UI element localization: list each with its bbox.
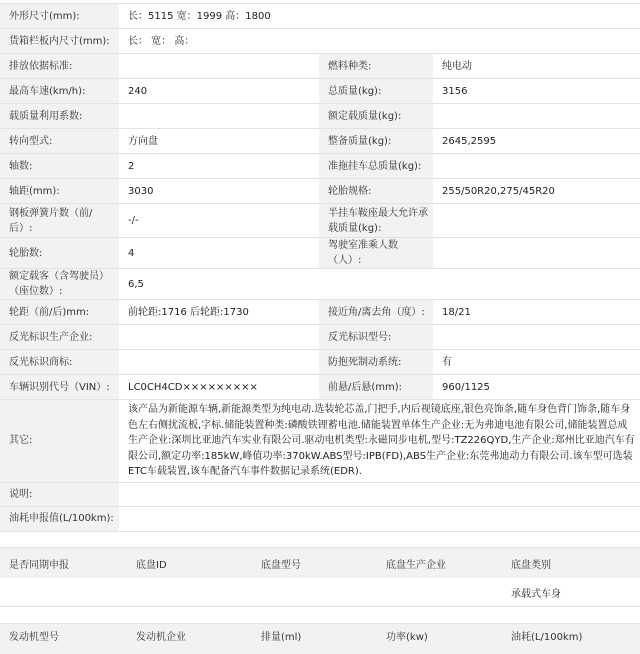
- field-value: 3030: [119, 179, 319, 204]
- field-label: 油耗申报值(L/100km):: [0, 506, 119, 531]
- field-value: [433, 104, 640, 129]
- table-cell: [252, 578, 377, 607]
- field-value: [119, 350, 319, 375]
- field-value: 长：5115 宽：1999 高：1800: [119, 4, 640, 29]
- field-label: 燃料种类:: [319, 54, 433, 79]
- engine-header-model: 发动机型号: [0, 624, 127, 654]
- table-cell: [377, 578, 502, 607]
- table-cell: 承载式车身: [502, 578, 640, 607]
- field-value: [119, 325, 319, 350]
- spec-row: [0, 29, 640, 54]
- field-label: 接近角/离去角（度）:: [319, 300, 433, 325]
- chassis-header-same-period: 是否同期申报: [0, 548, 127, 579]
- spec-row: [0, 54, 640, 79]
- field-value: 纯电动: [433, 54, 640, 79]
- table-row: [0, 578, 640, 607]
- field-value: 4: [119, 238, 319, 269]
- field-label: 总质量(kg):: [319, 79, 433, 104]
- spec-row: [0, 4, 640, 29]
- spec-row: [0, 506, 640, 531]
- field-label: 载质量利用系数:: [0, 104, 119, 129]
- field-label: 最高车速(km/h):: [0, 79, 119, 104]
- field-value: [119, 482, 640, 506]
- field-value: 2: [119, 154, 319, 179]
- spec-row: [0, 204, 640, 238]
- field-label: 额定载客（含驾驶员）（座位数）:: [0, 269, 119, 300]
- field-value: [433, 238, 640, 269]
- spec-row: [0, 179, 640, 204]
- field-label: 反光标识商标:: [0, 350, 119, 375]
- field-label: 其它:: [0, 400, 119, 483]
- field-value: [433, 204, 640, 238]
- field-label: 轮胎数:: [0, 238, 119, 269]
- spec-row: [0, 269, 640, 300]
- field-label: 反光标识生产企业:: [0, 325, 119, 350]
- engine-header-displacement: 排量(ml): [252, 624, 377, 654]
- field-label: 轮距（前/后)mm:: [0, 300, 119, 325]
- field-label: 外形尺寸(mm):: [0, 4, 119, 29]
- engine-table: [0, 623, 640, 654]
- spec-row: [0, 79, 640, 104]
- field-label: 转向型式:: [0, 129, 119, 154]
- section-gap: [0, 533, 640, 547]
- field-label: 车辆识别代号（VIN）:: [0, 375, 119, 400]
- field-value: 方向盘: [119, 129, 319, 154]
- field-label: 轴数:: [0, 154, 119, 179]
- field-label: 排放依据标准:: [0, 54, 119, 79]
- spec-row: [0, 350, 640, 375]
- field-label: 前悬/后悬(mm):: [319, 375, 433, 400]
- chassis-header-chassis-model: 底盘型号: [252, 548, 377, 579]
- field-label: 说明:: [0, 482, 119, 506]
- spec-row: [0, 325, 640, 350]
- chassis-header-chassis-maker: 底盘生产企业: [377, 548, 502, 579]
- other-description: 该产品为新能源车辆,新能源类型为纯电动.选装轮芯盖,门把手,内后视镜底座,银色亮饰条,随车身色背门饰条,随车身色左右侧扰流板,字标.储能装置种类:磷酸铁锂蓄电池.储能装置单体生产企业:无为弗迪电池有限公司,储能装置总成生产企业:深圳比亚迪汽车实业有限公司.驱动电机类型:永磁同步电机,型号:TZ226QYD,生产企业:郑州比亚迪汽车有限公司,额定功率:185kW,峰值功率:370kW.ABS型号:IPB(FD),ABS生产企业:东莞弗迪动力有限公司.该车型可选装ETC车载装置,该车配备汽车事件数据记录系统(EDR).: [119, 400, 640, 483]
- field-value: [433, 325, 640, 350]
- chassis-table: [0, 547, 640, 607]
- field-label: 轴距(mm):: [0, 179, 119, 204]
- spec-row: [0, 400, 640, 483]
- field-value: 3156: [433, 79, 640, 104]
- field-value: 255/50R20,275/45R20: [433, 179, 640, 204]
- field-value: 长： 宽： 高：: [119, 29, 640, 54]
- field-value: 18/21: [433, 300, 640, 325]
- field-label: 反光标识型号:: [319, 325, 433, 350]
- field-value: [119, 506, 640, 531]
- spec-row: [0, 129, 640, 154]
- field-value: 2645,2595: [433, 129, 640, 154]
- field-label: 钢板弹簧片数（前/后）:: [0, 204, 119, 238]
- spec-row: [0, 482, 640, 506]
- field-label: 额定载质量(kg):: [319, 104, 433, 129]
- field-value: LC0CH4CD×××××××××: [119, 375, 319, 400]
- field-value: 6,5: [119, 269, 640, 300]
- field-label: 防抱死制动系统:: [319, 350, 433, 375]
- engine-header-fuel: 油耗(L/100km): [502, 624, 640, 654]
- field-label: 驾驶室准乘人数（人）:: [319, 238, 433, 269]
- chassis-header-chassis-id: 底盘ID: [127, 548, 252, 579]
- table-cell: [127, 578, 252, 607]
- field-label: 轮胎规格:: [319, 179, 433, 204]
- field-label: 半挂车鞍座最大允许承载质量(kg):: [319, 204, 433, 238]
- spec-row: [0, 300, 640, 325]
- spec-row: [0, 104, 640, 129]
- field-value: 有: [433, 350, 640, 375]
- spec-row: [0, 238, 640, 269]
- engine-header-power: 功率(kw): [377, 624, 502, 654]
- engine-header-maker: 发动机企业: [127, 624, 252, 654]
- field-value: 前轮距:1716 后轮距:1730: [119, 300, 319, 325]
- spec-row: [0, 375, 640, 400]
- field-value: -/-: [119, 204, 319, 238]
- field-value: [119, 54, 319, 79]
- field-label: 准拖挂车总质量(kg):: [319, 154, 433, 179]
- table-cell: [0, 578, 127, 607]
- field-label: 整备质量(kg):: [319, 129, 433, 154]
- spec-table: [0, 3, 640, 532]
- field-value: [119, 104, 319, 129]
- field-value: 960/1125: [433, 375, 640, 400]
- field-label: 货箱栏板内尺寸(mm):: [0, 29, 119, 54]
- chassis-header-chassis-category: 底盘类别: [502, 548, 640, 579]
- field-value: [433, 154, 640, 179]
- field-value: 240: [119, 79, 319, 104]
- spec-row: [0, 154, 640, 179]
